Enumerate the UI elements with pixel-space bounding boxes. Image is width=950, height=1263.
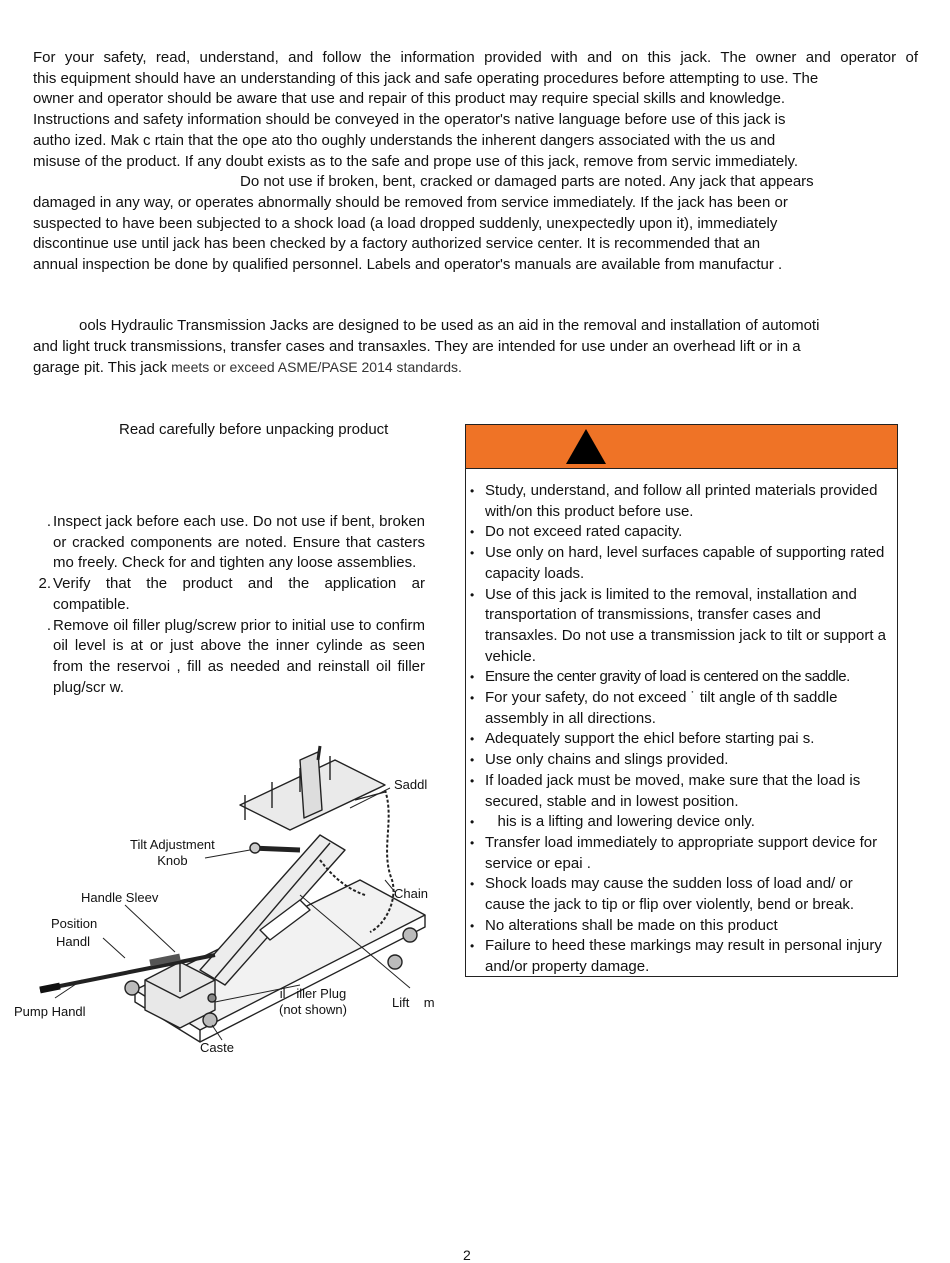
list-item: • Use only chains and slings provided. [470,751,729,769]
list-item: • Do not exceed rated capacity. [470,523,683,541]
label-tilt-knob [130,837,215,869]
list-item: • Ensure the center gravity of load is centered on the saddle. [470,668,850,686]
list-item: • For your safety, do not exceed ˙ tilt angle of th saddle assembly in all directions. [470,689,838,727]
label-handle-sleeve: Handle Sleev [81,890,159,905]
label-pump-handle: Pump Handl [14,1004,86,1019]
list-item: • Shock loads may cause the sudden loss of load and/ or cause the jack to tip or flip over violently, bend or break. [470,875,855,914]
label-oil-plug-line2: (not shown) [279,1002,347,1017]
safety-paragraph [33,48,918,276]
label-position-handle [51,916,97,950]
standard-note: meets or exceed ASME/PASE 2014 standards. [171,359,462,376]
warning-text: Ensure the center gravity of load is centered on the saddle. [485,668,850,686]
step-text: Remove oil filler plug/screw prior to initial use to confirm oil level is at or just above the inner cylinde as seen from the reservoi , fill as needed and reinstall oil filler plug/scr w. [53,616,425,696]
label-caster: Caste [200,1040,234,1055]
list-item: • If loaded jack must be moved, make sure that the load is secured, stable and in lowest position. [470,771,861,810]
label-oil-plug-line1: il iller Plug [279,986,347,1001]
list-item: • Adequately support the ehicl before starting pai s. [470,730,815,748]
safety-line: Instructions and safety information should be conveyed in the operator's native language before use of this jack is [33,111,786,129]
warning-text: For your safety, do not exceed ˙ tilt angle of th saddle assembly in all directions. [485,689,838,727]
warning-text: Use only chains and slings provided. [485,751,729,769]
warning-text: Use only on hard, level surfaces capable of supporting rated capacity loads. [485,544,885,582]
safety-line: discontinue use until jack has been checked by a factory authorized service center. It is recommended that an [33,235,761,253]
setup-steps-list [33,512,425,698]
warning-text: Use of this jack is limited to the removal, installation and transportation of transmissions, transfer cases and transaxles. Do not use a transmission jack to tilt or support a vehicle. [485,585,887,665]
list-item [33,512,425,574]
safety-line: For your safety, read, understand, and follow the information provided with and on this jack. The owner and operator of [33,49,918,66]
page-number: 2 [463,1247,471,1263]
label-tilt-knob-line1: Tilt Adjustment [130,837,215,852]
label-chain: Chain [394,886,428,901]
transmission-jack-diagram [0,740,460,1070]
warning-text: Transfer load immediately to appropriate support device for service or epai . [485,833,878,872]
step-number: 2. [38,575,51,593]
warning-text: Shock loads may cause the sudden loss of load and/ or cause the jack to tip or flip over violently, bend or break. [485,875,855,914]
list-item: • Study, understand, and follow all printed materials provided with/on this product before use. [470,482,878,520]
list-item: • Transfer load immediately to appropriate support device for service or epai . [470,833,878,872]
list-item [33,616,425,699]
list-item [33,574,425,615]
label-tilt-knob-line2: Knob [157,853,188,868]
label-position-line1: Position [51,916,98,931]
description-line-text: garage pit. This jack [33,359,172,377]
safety-line: this equipment should have an understanding of this jack and safe operating procedures before attempting to use. The [33,69,819,87]
list-item: • his is a lifting and lowering device only. [470,813,755,831]
warning-text: If loaded jack must be moved, make sure that the load is secured, stable and in lowest position. [485,771,861,810]
safety-line: Do not use if broken, bent, cracked or damaged parts are noted. Any jack that appears [240,173,814,191]
safety-line: misuse of the product. If any doubt exists as to the safe and prope use of this jack, remove from servic immediately. [33,152,799,170]
step-text: Inspect jack before each use. Do not use if bent, broken or cracked components are noted. Ensure that casters mo freely. Check for and tighten any loose assemblies. [53,513,425,572]
step-number: . [46,616,51,634]
description-line [33,357,918,379]
label-position-line2: Handl [56,934,90,949]
warning-text: Study, understand, and follow all printed materials provided with/on this product before use. [485,482,878,520]
warning-box [465,424,898,977]
description-line: and light truck transmissions, transfer cases and transaxles. They are intended for use under an overhead lift or in a [33,337,801,355]
label-lift-arm: Lift m [392,995,435,1010]
warning-triangle-icon [565,428,607,465]
warning-text: Adequately support the ehicl before starting pai s. [485,730,815,748]
list-item: • No alterations shall be made on this product [470,916,778,934]
description-line: ools Hydraulic Transmission Jacks are designed to be used as an aid in the removal and installation of automoti [79,317,820,334]
safety-line: owner and operator should be aware that use and repair of this product may require special skills and knowledge. [33,90,786,108]
step-number: . [46,513,51,530]
read-carefully-heading: Read carefully before unpacking product [119,421,389,438]
list-item: • Failure to heed these markings may result in personal injury and/or property damage. [470,937,882,976]
label-oil-plug [279,986,347,1018]
safety-line: annual inspection be done by qualified personnel. Labels and operator's manuals are available from manufactur . [33,256,783,274]
warning-text: his is a lifting and lowering device only. [485,813,755,831]
warning-text: Do not exceed rated capacity. [485,523,683,541]
label-saddle: Saddl [394,777,428,792]
safety-line: suspected to have been subjected to a shock load (a load dropped suddenly, unexpectedly upon it), immediately [33,214,778,232]
list-item: • Use of this jack is limited to the removal, installation and transportation of transmissions, transfer cases and transaxles. Do not use a transmission jack to tilt or support a vehicle. [470,585,887,665]
warning-list [470,481,896,978]
warning-text: Failure to heed these markings may result in personal injury and/or property damage. [485,937,882,976]
step-text: Verify that the product and the application ar compatible. [53,575,425,613]
warning-text: No alterations shall be made on this product [485,916,778,934]
safety-line: damaged in any way, or operates abnormally should be removed from service immediately. If the jack has been or [33,193,788,211]
list-item: • Use only on hard, level surfaces capable of supporting rated capacity loads. [470,544,885,582]
description-paragraph [33,316,918,379]
safety-line: autho ized. Mak c rtain that the ope ato tho oughly understands the inherent dangers associated with the us and [33,131,776,149]
warning-header [466,425,897,469]
